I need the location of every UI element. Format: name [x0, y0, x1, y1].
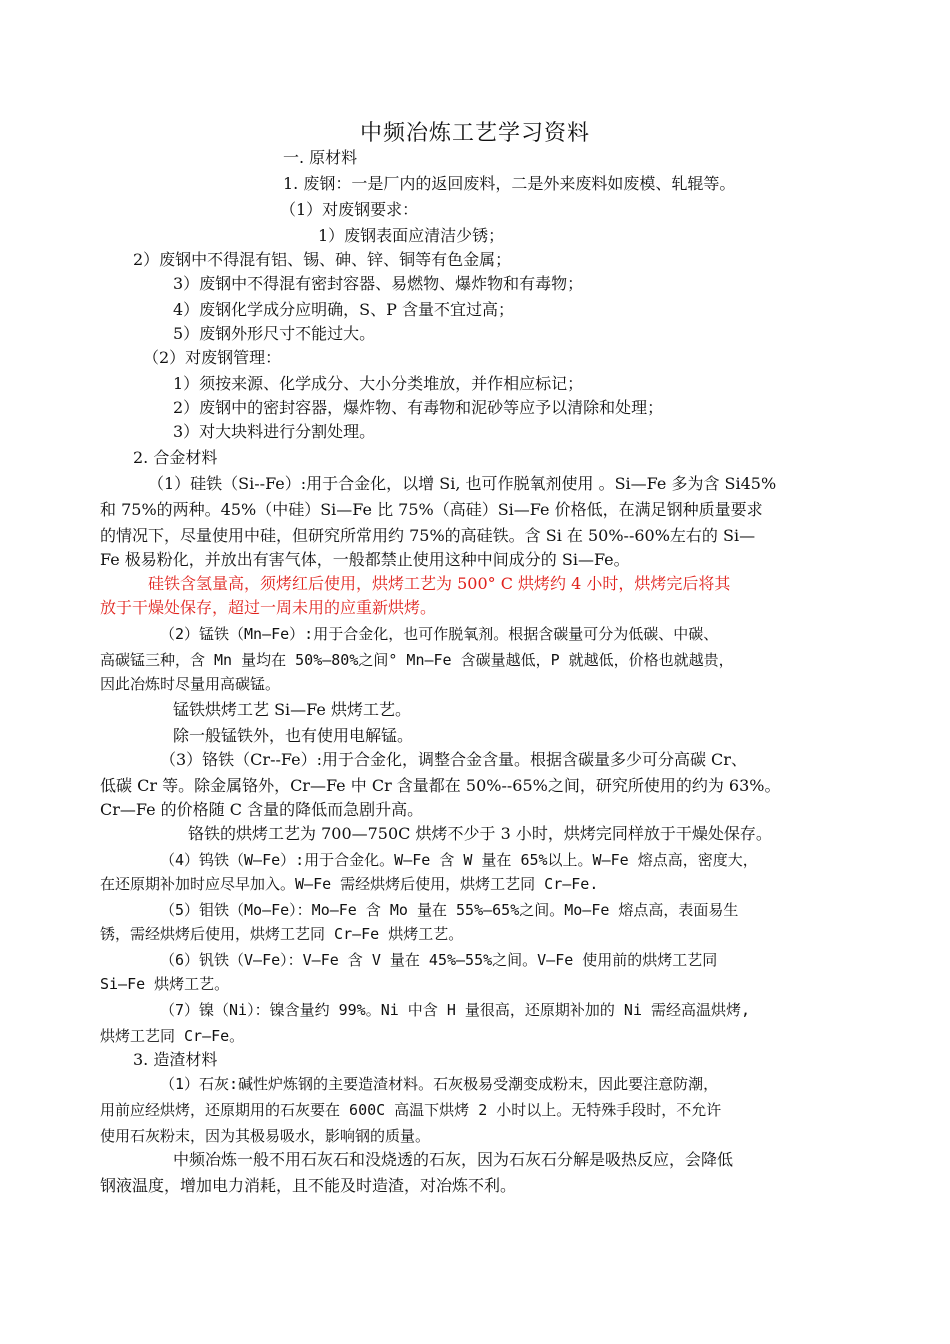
- text-line: 放于干燥处保存，超过一周未用的应重新烘烤。: [100, 598, 437, 617]
- text-line: 除一般锰铁外，也有使用电解锰。: [173, 726, 414, 745]
- text-line: Cr—Fe 的价格随 C 含量的降低而急剧升高。: [100, 800, 424, 819]
- text-line: 和 75%的两种。45%（中硅）Si—Fe 比 75%（高硅）Si—Fe 价格低，在满足钢种质量要求: [100, 500, 763, 519]
- text-line: 1. 废钢：一是厂内的返回废料，二是外来废料如废模、轧辊等。: [283, 174, 736, 193]
- text-line: 2）废钢中的密封容器，爆炸物、有毒物和泥砂等应予以清除和处理；: [173, 398, 664, 417]
- text-line: （1）对废钢要求：: [280, 200, 419, 219]
- text-line: 钢液温度，增加电力消耗，且不能及时造渣，对冶炼不利。: [100, 1176, 517, 1195]
- text-line: （2）锰铁（Mn—Fe）:用于合金化，也可作脱氧剂。根据含碳量可分为低碳、中碳、: [160, 625, 719, 643]
- text-line: 使用石灰粉末，因为其极易吸水，影响钢的质量。: [100, 1127, 431, 1145]
- text-line: 3. 造渣材料: [133, 1050, 218, 1069]
- text-line: Fe 极易粉化，并放出有害气体，一般都禁止使用这种中间成分的 Si—Fe。: [100, 550, 630, 569]
- text-line: 1）废钢表面应清洁少锈；: [318, 226, 505, 245]
- text-line: 2. 合金材料: [133, 448, 218, 467]
- document-title: 中频冶炼工艺学习资料: [359, 121, 590, 146]
- text-line: 硅铁含氢量高，须烤红后使用，烘烤工艺为 500° C 烘烤约 4 小时，烘烤完后将其: [148, 574, 731, 593]
- text-line: 因此冶炼时尽量用高碳锰。: [100, 675, 281, 693]
- text-line: 锈，需经烘烤后使用，烘烤工艺同 Cr—Fe 烘烤工艺。: [100, 925, 464, 943]
- text-line: （6）钒铁（V—Fe）：V—Fe 含 V 量在 45%—55%之间。V—Fe 使用前的烘烤工艺同: [160, 951, 718, 969]
- text-line: （2）对废钢管理：: [143, 348, 282, 367]
- text-line: 低碳 Cr 等。除金属铬外，Cr—Fe 中 Cr 含量都在 50%--65%之间，研究所使用的约为 63%。: [100, 776, 781, 795]
- text-line: 高碳锰三种，含 Mn 量均在 50%—80%之间° Mn—Fe 含碳量越低，P 就越低，价格也就越贵，: [100, 651, 734, 669]
- text-line: 烘烤工艺同 Cr—Fe。: [100, 1027, 245, 1045]
- text-line: （3）铬铁（Cr--Fe）:用于合金化，调整合金含量。根据含碳量多少可分高碳 Cr、: [160, 750, 747, 769]
- text-line: 在还原期补加时应尽早加入。W—Fe 需经烘烤后使用，烘烤工艺同 Cr—Fe.: [100, 875, 599, 893]
- text-line: 用前应经烘烤，还原期用的石灰要在 600C 高温下烘烤 2 小时以上。无特殊手段时，不允许: [100, 1101, 722, 1119]
- text-line: 铬铁的烘烤工艺为 700—750C 烘烤不少于 3 小时，烘烤完同样放于干燥处保存。: [188, 824, 772, 843]
- text-line: 5）废钢外形尺寸不能过大。: [173, 324, 376, 343]
- text-line: （7）镍（Ni）：镍含量约 99%。Ni 中含 H 量很高，还原期补加的 Ni 需经高温烘烤,: [160, 1001, 751, 1019]
- text-line: （4）钨铁（W—Fe）:用于合金化。W—Fe 含 W 量在 65%以上。W—Fe 熔点高，密度大，: [160, 851, 758, 869]
- text-line: （1）硅铁（Si--Fe）:用于合金化，以增 Si, 也可作脱氧剂使用 。Si—Fe 多为含 Si45%: [148, 474, 777, 493]
- text-line: 1）须按来源、化学成分、大小分类堆放，并作相应标记；: [173, 374, 584, 393]
- text-line: Si—Fe 烘烤工艺。: [100, 975, 230, 993]
- text-line: 4）废钢化学成分应明确，S、P 含量不宜过高；: [173, 300, 514, 319]
- text-line: 2）废钢中不得混有铝、锡、砷、锌、铜等有色金属；: [133, 250, 512, 269]
- text-line: 3）废钢中不得混有密封容器、易燃物、爆炸物和有毒物；: [173, 274, 584, 293]
- text-line: （5）钼铁（Mo—Fe）：Mo—Fe 含 Mo 量在 55%—65%之间。Mo—Fe 熔点高，表面易生: [160, 901, 739, 919]
- text-line: （1）石灰:碱性炉炼钢的主要造渣材料。石灰极易受潮变成粉末，因此要注意防潮，: [160, 1075, 719, 1093]
- text-line: 一. 原材料: [283, 148, 358, 167]
- text-line: 的情况下，尽量使用中硅，但研究所常用约 75%的高硅铁。含 Si 在 50%--60%左右的 Si—: [100, 526, 756, 545]
- text-line: 3）对大块料进行分割处理。: [173, 422, 376, 441]
- text-line: 中频冶炼一般不用石灰石和没烧透的石灰，因为石灰石分解是吸热反应，会降低: [173, 1150, 734, 1169]
- text-line: 锰铁烘烤工艺 Si—Fe 烘烤工艺。: [173, 700, 411, 719]
